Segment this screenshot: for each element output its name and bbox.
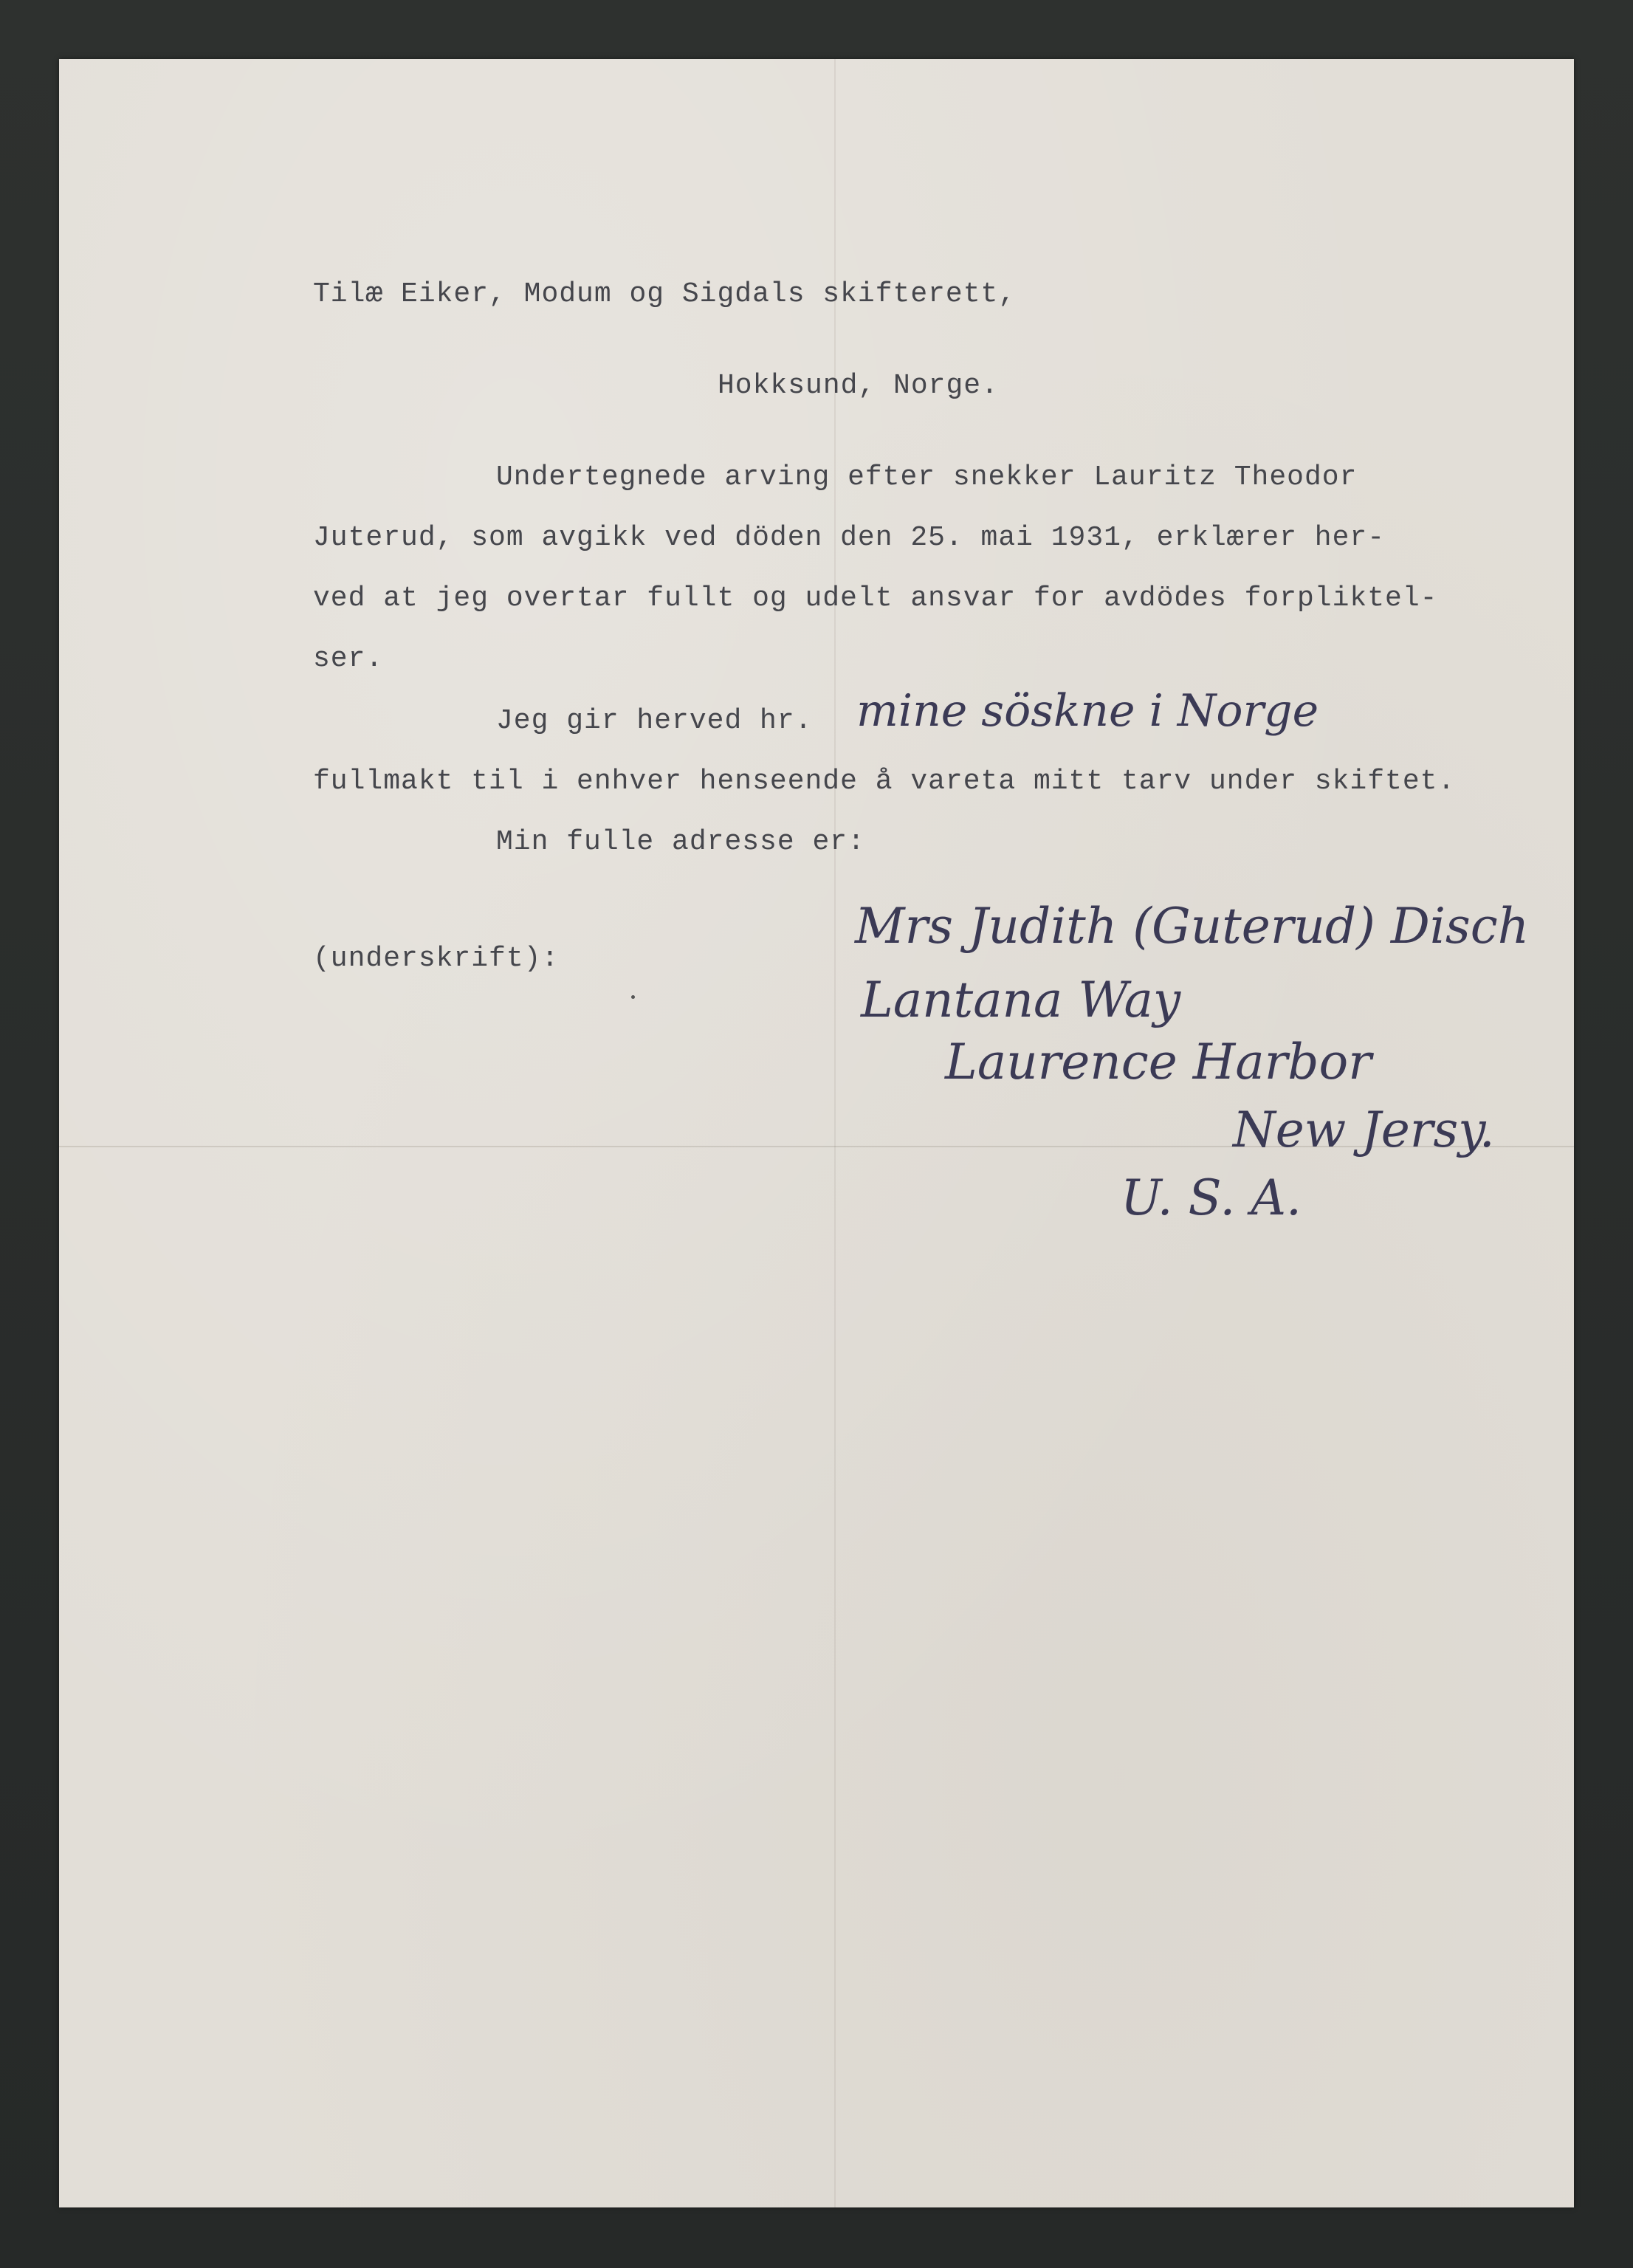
paragraph-1-line-4: ser. <box>313 643 384 675</box>
paragraph-2-prefix: Jeg gir herved hr. <box>496 705 813 737</box>
stray-ink-mark <box>631 995 635 999</box>
paragraph-1-line-2: Juterud, som avgikk ved döden den 25. mai 1931, erklærer her- <box>313 522 1386 554</box>
signature-label: (underskrift): <box>313 943 560 975</box>
paragraph-2-line-2: fullmakt til i enhver henseende å vareta mitt tarv under skiftet. <box>313 766 1456 797</box>
handwritten-address-line-5: U. S. A. <box>1121 1169 1302 1226</box>
handwritten-address-line-3: Laurence Harbor <box>945 1034 1372 1090</box>
handwritten-address-line-4: New Jersy. <box>1233 1102 1495 1158</box>
addressee-line-2: Hokksund, Norge. <box>718 370 999 402</box>
addressee-line-1: Tilæ Eiker, Modum og Sigdals skifterett, <box>313 278 1017 310</box>
handwritten-address-line-1: Mrs Judith (Guterud) Disch <box>855 898 1530 955</box>
address-label: Min fulle adresse er: <box>496 826 865 858</box>
handwritten-address-line-2: Lantana Way <box>861 972 1181 1028</box>
letter-page <box>59 59 1574 2207</box>
handwritten-proxy-name: mine söskne i Norge <box>856 685 1319 737</box>
paragraph-1-line-3: ved at jeg overtar fullt og udelt ansvar for avdödes forpliktel- <box>313 583 1438 614</box>
paragraph-1-line-1: Undertegnede arving efter snekker Lauritz Theodor <box>496 461 1358 493</box>
